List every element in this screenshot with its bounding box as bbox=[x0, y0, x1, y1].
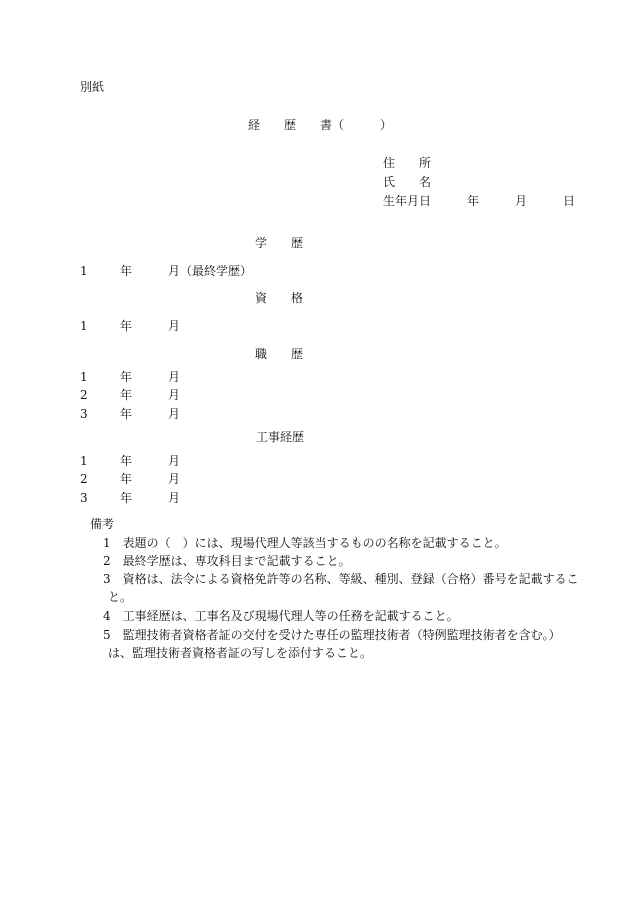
note-item-continuation: は、監理技術者資格者証の写しを添付すること。 bbox=[108, 646, 373, 660]
row-month: 月 bbox=[168, 407, 181, 421]
note-item: 4 工事経歴は、工事名及び現場代理人等の任務を記載すること。 bbox=[103, 609, 459, 623]
note-item: 1 表題の（ ）には、現場代理人等該当するものの名称を記載すること。 bbox=[103, 536, 507, 550]
birth-date-label: 生年月日 年 月 日 bbox=[383, 194, 576, 208]
row-number: 3 bbox=[80, 407, 88, 421]
row-month: 月（最終学歴） bbox=[168, 264, 253, 278]
row-number: 1 bbox=[80, 454, 88, 468]
row-month: 月 bbox=[168, 370, 181, 384]
row-number: 1 bbox=[80, 264, 88, 278]
row-year: 年 bbox=[120, 370, 133, 384]
row-year: 年 bbox=[120, 491, 133, 505]
employment-heading: 職 歴 bbox=[255, 347, 304, 361]
row-month: 月 bbox=[168, 491, 181, 505]
note-item-continuation: と。 bbox=[108, 590, 133, 604]
row-year: 年 bbox=[120, 264, 133, 278]
row-number: 2 bbox=[80, 472, 88, 486]
row-month: 月 bbox=[168, 454, 181, 468]
address-label: 住 所 bbox=[383, 156, 432, 170]
note-item: 5 監理技術者資格者証の交付を受けた専任の監理技術者（特例監理技術者を含む。） bbox=[103, 628, 561, 642]
row-number: 1 bbox=[80, 370, 88, 384]
row-number: 3 bbox=[80, 491, 88, 505]
construction-heading: 工事経歴 bbox=[256, 430, 305, 444]
row-month: 月 bbox=[168, 472, 181, 486]
row-year: 年 bbox=[120, 319, 133, 333]
row-year: 年 bbox=[120, 472, 133, 486]
row-number: 2 bbox=[80, 388, 88, 402]
notes-heading: 備考 bbox=[90, 517, 115, 531]
note-item: 3 資格は、法令による資格免許等の名称、等級、種別、登録（合格）番号を記載するこ bbox=[103, 572, 579, 586]
row-year: 年 bbox=[120, 454, 133, 468]
qualifications-heading: 資 格 bbox=[255, 291, 304, 305]
document-title: 経 歴 書（ ） bbox=[248, 118, 393, 132]
row-year: 年 bbox=[120, 407, 133, 421]
row-number: 1 bbox=[80, 319, 88, 333]
education-heading: 学 歴 bbox=[255, 236, 304, 250]
row-month: 月 bbox=[168, 319, 181, 333]
attachment-label: 別紙 bbox=[80, 80, 105, 94]
name-label: 氏 名 bbox=[383, 175, 432, 189]
row-month: 月 bbox=[168, 388, 181, 402]
note-item: 2 最終学歴は、専攻科目まで記載すること。 bbox=[103, 554, 351, 568]
row-year: 年 bbox=[120, 388, 133, 402]
